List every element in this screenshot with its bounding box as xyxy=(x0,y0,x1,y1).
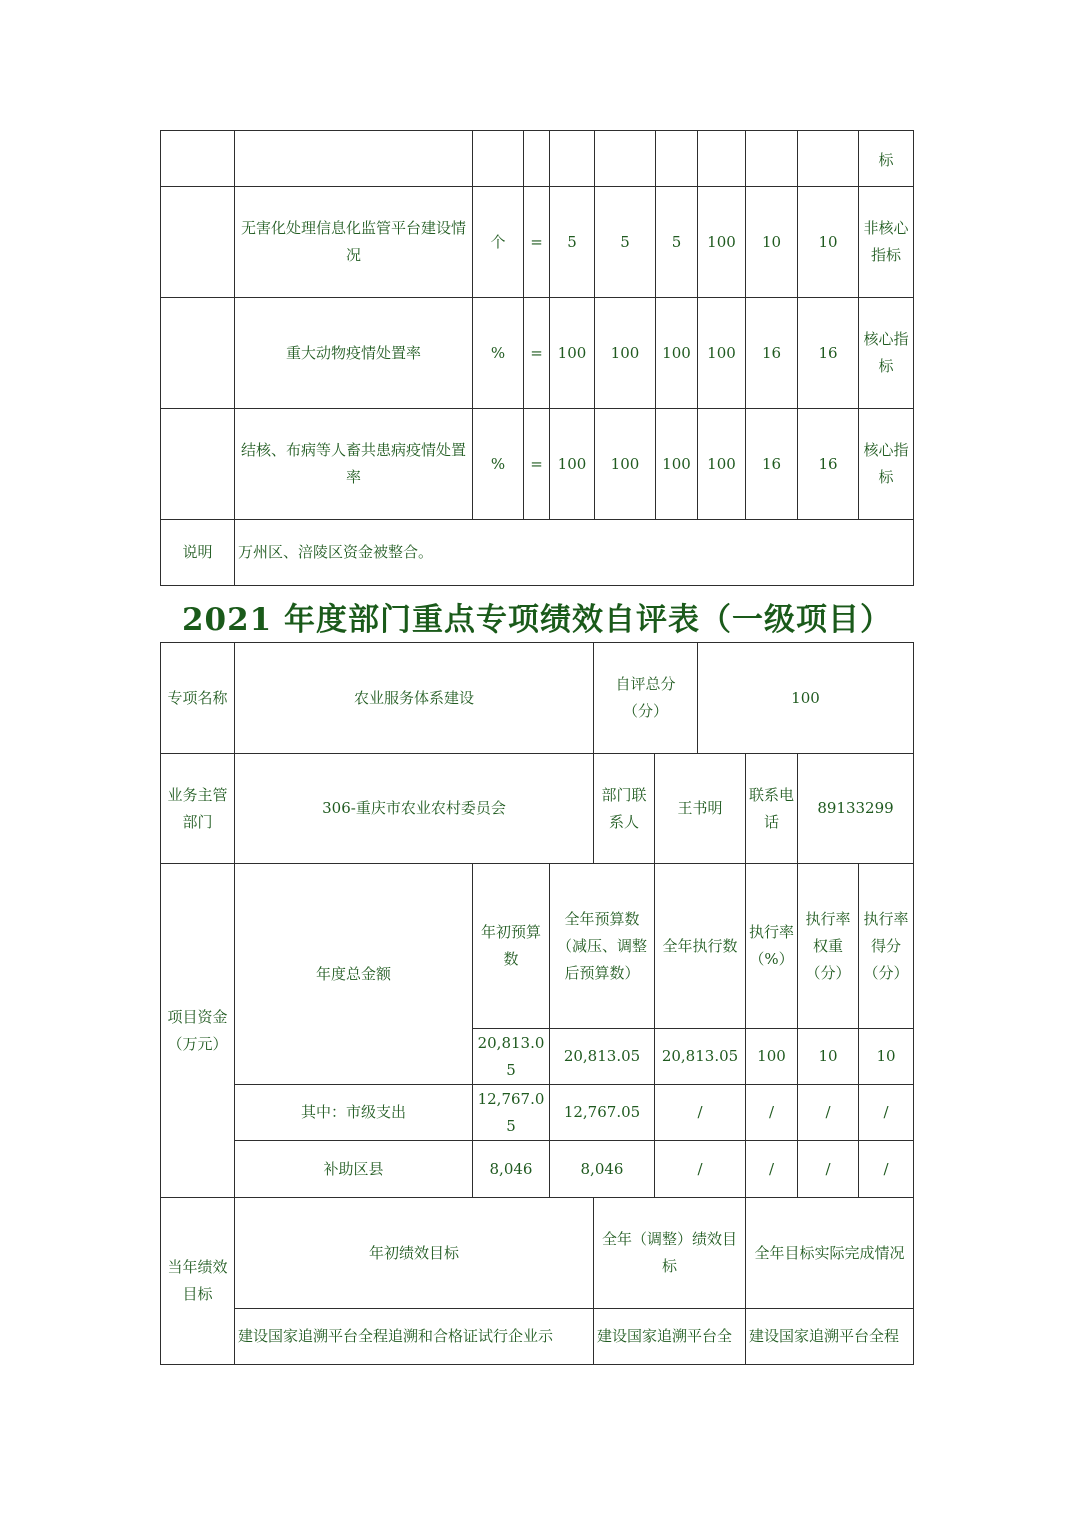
t1-r0-c4 xyxy=(549,130,595,187)
goal-label: 当年绩效目标 xyxy=(160,1197,235,1365)
fund-total-executed: 20,813.05 xyxy=(654,1028,746,1085)
t1-r3-name: 结核、布病等人畜共患病疫情处置率 xyxy=(234,408,473,520)
t1-r1-v4: 100 xyxy=(697,186,746,298)
t1-r2-c0 xyxy=(160,297,235,409)
fund-header-score: 执行率得分（分） xyxy=(858,863,914,1029)
fund-header-rate: 执行率（%） xyxy=(745,863,798,1029)
goal-header-actual: 全年目标实际完成情况 xyxy=(745,1197,914,1309)
t1-r1-v6: 10 xyxy=(797,186,859,298)
contact-value: 王书明 xyxy=(654,753,746,864)
fund-header-total: 年度总金额 xyxy=(234,863,473,1085)
contact-label: 部门联系人 xyxy=(593,753,655,864)
t1-r3-unit: % xyxy=(472,408,524,520)
t1-r2-type: 核心指标 xyxy=(858,297,914,409)
t1-r0-c0 xyxy=(160,130,235,187)
goal-actual-text: 建设国家追溯平台全程 xyxy=(745,1308,914,1365)
project-name: 农业服务体系建设 xyxy=(234,642,594,754)
t1-r2-v1: 100 xyxy=(549,297,595,409)
t1-r3-v3: 100 xyxy=(655,408,698,520)
fund-header-weight: 执行率权重（分） xyxy=(797,863,859,1029)
fund-city-weight: / xyxy=(797,1084,859,1141)
t1-r0-c9 xyxy=(797,130,859,187)
goal-initial-text: 建设国家追溯平台全程追溯和合格证试行企业示 xyxy=(234,1308,594,1365)
t1-r1-v2: 5 xyxy=(594,186,656,298)
fund-total-score: 10 xyxy=(858,1028,914,1085)
fund-total-adjusted: 20,813.05 xyxy=(549,1028,655,1085)
goal-header-initial: 年初绩效目标 xyxy=(234,1197,594,1309)
fund-city-score: / xyxy=(858,1084,914,1141)
project-label: 专项名称 xyxy=(160,642,235,754)
fund-city-rate: / xyxy=(745,1084,798,1141)
t1-r3-op: = xyxy=(523,408,550,520)
fund-district-score: / xyxy=(858,1140,914,1198)
dept-value: 306-重庆市农业农村委员会 xyxy=(234,753,594,864)
fund-district-rate: / xyxy=(745,1140,798,1198)
fund-total-initial: 20,813.05 xyxy=(472,1028,550,1085)
score-label: 自评总分（分） xyxy=(593,642,698,754)
t1-r2-v6: 16 xyxy=(797,297,859,409)
phone-label: 联系电话 xyxy=(745,753,798,864)
fund-city-label: 其中：市级支出 xyxy=(234,1084,473,1141)
fund-district-label: 补助区县 xyxy=(234,1140,473,1198)
goal-adjusted-text: 建设国家追溯平台全 xyxy=(593,1308,746,1365)
t1-r0-type: 标 xyxy=(858,130,914,187)
t1-r0-c7 xyxy=(697,130,746,187)
t1-r3-v1: 100 xyxy=(549,408,595,520)
fund-district-initial: 8,046 xyxy=(472,1140,550,1198)
fund-header-adjusted: 全年预算数（减压、调整后预算数） xyxy=(549,863,655,1029)
fund-district-executed: / xyxy=(654,1140,746,1198)
fund-city-executed: / xyxy=(654,1084,746,1141)
t1-r3-v4: 100 xyxy=(697,408,746,520)
fund-header-initial: 年初预算数 xyxy=(472,863,550,1029)
goal-header-adjusted: 全年（调整）绩效目标 xyxy=(593,1197,746,1309)
fund-total-rate: 100 xyxy=(745,1028,798,1085)
t1-r0-c6 xyxy=(655,130,698,187)
t1-note-label: 说明 xyxy=(160,519,235,586)
fund-header-executed: 全年执行数 xyxy=(654,863,746,1029)
fund-total-weight: 10 xyxy=(797,1028,859,1085)
t1-r1-v5: 10 xyxy=(745,186,798,298)
t1-r2-v3: 100 xyxy=(655,297,698,409)
t1-r3-v5: 16 xyxy=(745,408,798,520)
fund-district-adjusted: 8,046 xyxy=(549,1140,655,1198)
t1-r1-v3: 5 xyxy=(655,186,698,298)
t1-r0-c2 xyxy=(472,130,524,187)
t1-r2-name: 重大动物疫情处置率 xyxy=(234,297,473,409)
t1-r1-unit: 个 xyxy=(472,186,524,298)
t1-r0-c8 xyxy=(745,130,798,187)
t1-note-text: 万州区、涪陵区资金被整合。 xyxy=(234,519,914,586)
t1-r2-v5: 16 xyxy=(745,297,798,409)
t1-r0-c1 xyxy=(234,130,473,187)
t1-r2-op: = xyxy=(523,297,550,409)
t1-r1-type: 非核心指标 xyxy=(858,186,914,298)
fund-label: 项目资金（万元） xyxy=(160,863,235,1198)
t1-r1-c0 xyxy=(160,186,235,298)
t1-r3-v2: 100 xyxy=(594,408,656,520)
dept-label: 业务主管部门 xyxy=(160,753,235,864)
t1-r1-op: = xyxy=(523,186,550,298)
fund-district-weight: / xyxy=(797,1140,859,1198)
score-value: 100 xyxy=(697,642,914,754)
t1-r3-type: 核心指标 xyxy=(858,408,914,520)
t1-r3-c0 xyxy=(160,408,235,520)
t1-r0-c5 xyxy=(594,130,656,187)
t1-r2-v4: 100 xyxy=(697,297,746,409)
t1-r2-v2: 100 xyxy=(594,297,656,409)
t1-r2-unit: % xyxy=(472,297,524,409)
t1-r0-c3 xyxy=(523,130,550,187)
t1-r1-name: 无害化处理信息化监管平台建设情况 xyxy=(234,186,473,298)
phone-value: 89133299 xyxy=(797,753,914,864)
page-title: 2021 年度部门重点专项绩效自评表（一级项目） xyxy=(181,601,893,638)
t1-r1-v1: 5 xyxy=(549,186,595,298)
fund-city-adjusted: 12,767.05 xyxy=(549,1084,655,1141)
t1-r3-v6: 16 xyxy=(797,408,859,520)
fund-city-initial: 12,767.05 xyxy=(472,1084,550,1141)
